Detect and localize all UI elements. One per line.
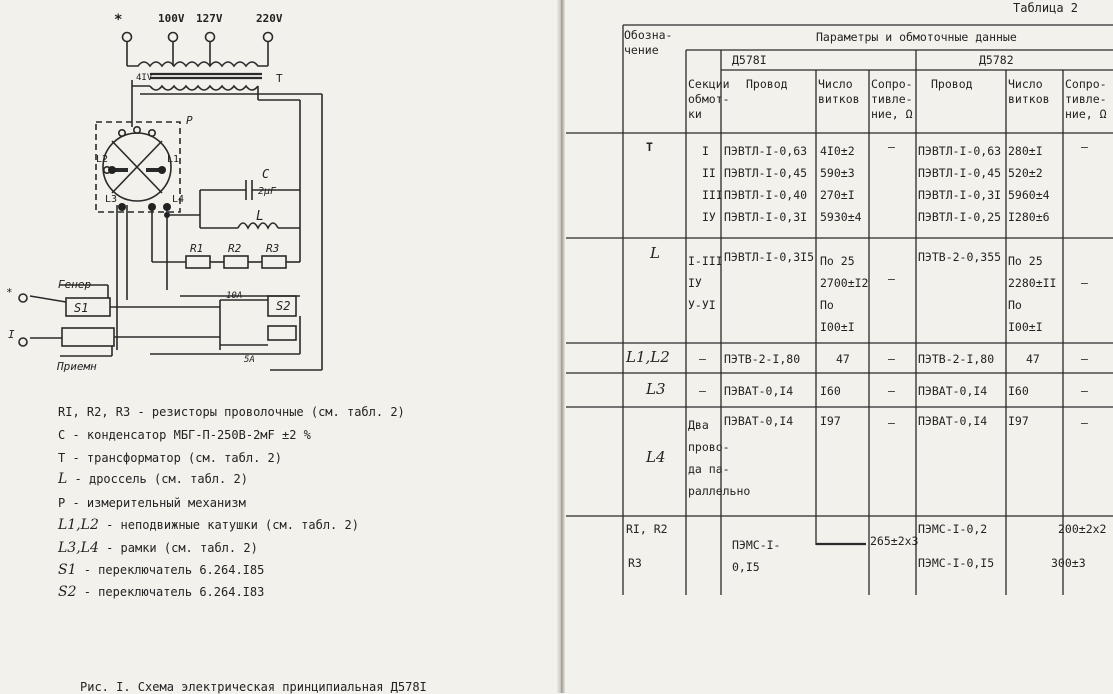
coil-l4-label: L4 <box>172 194 185 205</box>
row-l3-wire-2: ПЭВАТ-0,I4 <box>918 384 988 398</box>
legend-item: C - конденсатор МБГ-П-250В-2мF ±2 % <box>58 428 311 442</box>
legend-item: S2 - переключатель 6.264.I83 <box>58 584 265 600</box>
legend-item: S1 - переключатель 6.264.I85 <box>58 562 265 578</box>
row-l4-wire-2: ПЭВАТ-0,I4 <box>918 414 988 428</box>
recv-label: Приемн <box>57 360 97 373</box>
row-l4-res-2: – <box>1081 416 1088 430</box>
row-l-sections: I-III IУ У-УI <box>688 254 723 312</box>
circuit-schematic <box>0 0 560 400</box>
capacitor-value: 2μF <box>258 186 277 197</box>
row-r-res-1: 265±2x3 <box>870 534 919 548</box>
header-turns-2: Число витков <box>1008 77 1050 106</box>
header-d5781: Д578I <box>732 53 767 67</box>
legend-item: P - измерительный механизм <box>58 496 246 510</box>
row-t-turns-1: 4I0±2 590±3 270±I 5930±4 <box>820 144 862 224</box>
row-l1l2-designation: L1,L2 <box>626 348 670 366</box>
row-t-turns-2: 280±I 520±2 5960±4 I280±6 <box>1008 144 1050 224</box>
row-l-res-2: – <box>1081 276 1088 290</box>
row-r1r2-wire-2: ПЭМС-I-0,2 <box>918 522 988 536</box>
row-r1r2-res-2: 200±2x2 <box>1058 522 1107 536</box>
row-l4-turns-2: I97 <box>1008 414 1029 428</box>
right-page <box>566 0 1113 693</box>
row-l1l2-wire-2: ПЭТВ-2-I,80 <box>918 352 995 366</box>
gen-label: Генер <box>58 278 92 291</box>
row-l4-section: Два прово- да па- раллельно <box>688 418 751 498</box>
row-l3-res-1: – <box>888 384 895 398</box>
row-l3-designation: L3 <box>646 380 666 398</box>
capacitor-label: C <box>262 167 270 181</box>
inductor-label: L <box>256 209 264 224</box>
header-designation: Обозна- чение <box>624 28 673 57</box>
row-l3-turns-1: I60 <box>820 384 841 398</box>
coil-l3-label: L3 <box>105 194 118 205</box>
row-t-sections: I II III IУ <box>702 144 723 224</box>
row-r3-designation: R3 <box>628 556 642 570</box>
row-l-designation: L <box>650 244 660 262</box>
row-t-wire-2: ПЭВТЛ-I-0,63 ПЭВТЛ-I-0,45 ПЭВТЛ-I-0,3I ПЭВТЛ-I-0,25 <box>918 144 1002 224</box>
legend-item: L - дроссель (см. табл. 2) <box>58 471 248 487</box>
row-l-wire-1: ПЭВТЛ-I-0,3I5 <box>724 250 815 264</box>
legend-item: T - трансформатор (см. табл. 2) <box>58 451 282 465</box>
header-wire-2: Провод <box>931 77 973 91</box>
terminal-star-label: * <box>114 12 123 28</box>
row-l4-res-1: – <box>888 416 895 430</box>
row-l3-res-2: – <box>1081 384 1088 398</box>
switch-s2-bottom: 5A <box>244 355 255 365</box>
legend-item: L3,L4 - рамки (см. табл. 2) <box>58 540 258 556</box>
row-r-wire-1: ПЭМС-I- 0,I5 <box>732 538 781 574</box>
legend-item: L1,L2 - неподвижные катушки (см. табл. 2) <box>58 517 359 533</box>
switch-s1-label: S1 <box>74 301 89 315</box>
row-l1l2-section: – <box>699 352 706 366</box>
terminal-100v-label: 100V <box>158 12 185 25</box>
row-l1l2-res-2: – <box>1081 352 1088 366</box>
row-t-designation: T <box>646 140 653 154</box>
coil-l2-label: L2 <box>96 154 109 165</box>
row-l4-designation: L4 <box>646 448 666 466</box>
row-l4-turns-1: I97 <box>820 414 841 428</box>
header-turns-1: Число витков <box>818 77 860 106</box>
transformer-label: T <box>276 72 283 85</box>
resistor-r3-label: R3 <box>266 242 280 255</box>
switch-s2-top: 10A <box>226 291 243 301</box>
row-r1r2-designation: RI, R2 <box>626 522 668 536</box>
row-l4-wire-1: ПЭВАТ-0,I4 <box>724 414 794 428</box>
header-wire-1: Провод <box>746 77 788 91</box>
row-l-res-1: – <box>888 272 895 286</box>
row-t-res-2: – <box>1081 140 1088 154</box>
terminal-220v-label: 220V <box>256 12 283 25</box>
row-r3-res-2: 300±3 <box>1051 556 1086 570</box>
primary-tap-label: 4IV <box>136 73 153 83</box>
p-label: P <box>186 114 193 127</box>
header-resistance-2: Сопро- тивле- ние, Ω <box>1065 77 1107 121</box>
header-sections: Секции обмот- ки <box>688 77 730 121</box>
coil-l1-label: L1 <box>167 154 180 165</box>
row-l1l2-res-1: – <box>888 352 895 366</box>
row-l3-section: – <box>699 384 706 398</box>
legend-item: RI, R2, R3 - резисторы проволочные (см. табл. 2) <box>58 405 405 419</box>
row-l-turns-2: По 25 2280±II По I00±I <box>1008 254 1057 334</box>
row-l3-wire-1: ПЭВАТ-0,I4 <box>724 384 794 398</box>
row-l3-turns-2: I60 <box>1008 384 1029 398</box>
terminal-127v-label: 127V <box>196 12 223 25</box>
left-terminal-i: I <box>8 328 15 341</box>
row-t-wire-1: ПЭВТЛ-I-0,63 ПЭВТЛ-I-0,45 ПЭВТЛ-I-0,40 ПЭВТЛ-I-0,3I <box>724 144 808 224</box>
header-d5782: Д5782 <box>979 53 1014 67</box>
row-l1l2-wire-1: ПЭТВ-2-I,80 <box>724 352 801 366</box>
header-resistance-1: Сопро- тивле- ние, Ω <box>871 77 913 121</box>
row-l-turns-1: По 25 2700±I2 По I00±I <box>820 254 869 334</box>
row-l1l2-turns-1: 47 <box>836 352 850 366</box>
resistor-r1-label: R1 <box>190 242 204 255</box>
figure-caption: Рис. I. Схема электрическая принципиальная Д578I <box>80 680 427 694</box>
page-fold <box>557 0 565 693</box>
row-l1l2-turns-2: 47 <box>1026 352 1040 366</box>
row-t-res-1: – <box>888 140 895 154</box>
row-l-wire-2: ПЭТВ-2-0,355 <box>918 250 1002 264</box>
header-params-group: Параметры и обмоточные данные <box>816 30 1017 44</box>
table-title: Таблица 2 <box>1013 1 1079 15</box>
left-terminal-star: * <box>6 286 13 299</box>
switch-s2-label: S2 <box>276 299 291 313</box>
row-r3-wire-2: ПЭМС-I-0,I5 <box>918 556 995 570</box>
resistor-r2-label: R2 <box>228 242 242 255</box>
